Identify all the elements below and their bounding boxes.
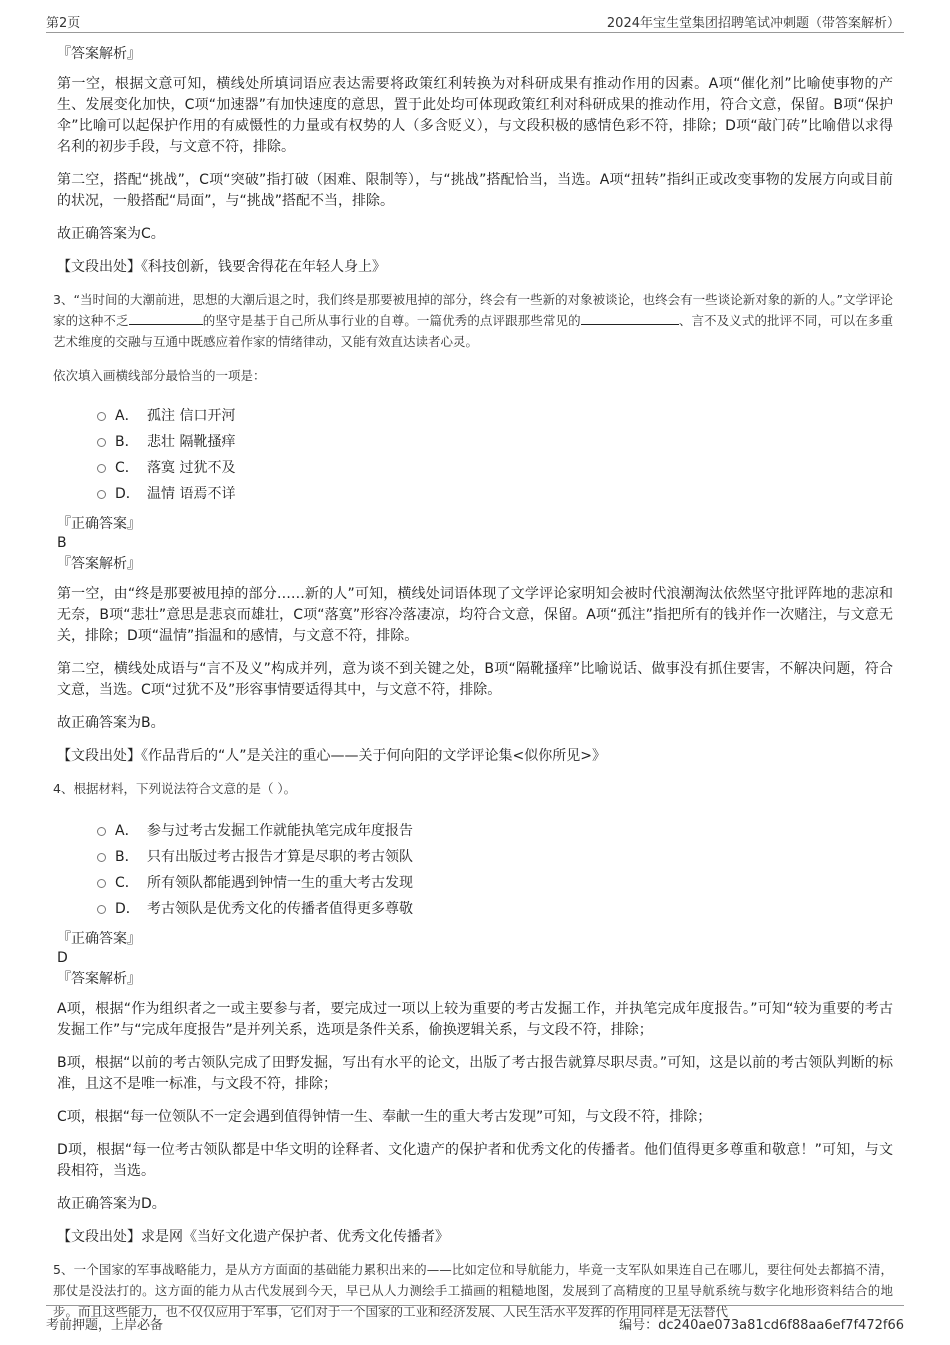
fill-blank-2: [581, 312, 679, 325]
page-header: [46, 10, 904, 33]
question-4: [53, 778, 893, 1247]
source-note: 【文段出处】《作品背后的“人”是关注的重心——关于何向阳的文学评论集<似你所见>》: [57, 748, 606, 764]
page-footer: [46, 1305, 904, 1336]
question-2-tail: [57, 44, 893, 277]
analysis-paragraph: B项，根据“以前的考古领队完成了田野发掘，写出有水平的论文，出版了考古报告就算尽职尽责。”可知，这是以前的考古领队判断的标准，且这不是唯一标准，与文段不符，排除；: [57, 1055, 893, 1092]
option-c[interactable]: C． 所有领队都能遇到钟情一生的重大考古发现: [97, 869, 893, 895]
page-number: 第2页: [46, 16, 81, 31]
option-d[interactable]: D． 考古领队是优秀文化的传播者值得更多尊敬: [97, 895, 893, 921]
option-a[interactable]: A． 孤注 信口开河: [97, 402, 893, 428]
radio-icon[interactable]: [97, 438, 106, 447]
analysis-label: 『答案解析』: [57, 971, 141, 987]
radio-icon[interactable]: [97, 905, 106, 914]
analysis-paragraph: C项，根据“每一位领队不一定会遇到值得钟情一生、奉献一生的重大考古发现”可知，与文段不符，排除；: [57, 1109, 712, 1125]
analysis-paragraph: D项，根据“每一位考古领队都是中华文明的诠释者、文化遗产的保护者和优秀文化的传播者。他们值得更多尊重和敬意！”可知，与文段相符，当选。: [57, 1142, 893, 1179]
analysis-paragraph: 第二空，横线处成语与“言不及义”构成并列，意为谈不到关键之处，B项“隔靴搔痒”比喻说话、做事没有抓住要害，不解决问题，符合文意，当选。C项“过犹不及”形容事情要适得其中，与文意不符，排除。: [57, 661, 893, 698]
source-note: 【文段出处】求是网《当好文化遗产保护者、优秀文化传播者》: [57, 1229, 449, 1245]
option-b[interactable]: B． 只有出版过考古报告才算是尽职的考古领队: [97, 843, 893, 869]
fill-blank-1: [129, 312, 203, 325]
correct-answer-value: B: [57, 535, 67, 551]
analysis-paragraph: 第二空，搭配“挑战”，C项“突破”指打破（困难、限制等），与“挑战”搭配恰当，当选。A项“扭转”指纠正或改变事物的发展方向或目前的状况，一般搭配“局面”，与“挑战”搭配不当，排除。: [57, 172, 893, 209]
option-list: [97, 817, 893, 921]
document-body: [53, 44, 893, 1322]
document-title: 2024年宝生堂集团招聘笔试冲刺题（带答案解析）: [606, 16, 900, 31]
option-list: [97, 402, 893, 506]
document-code: 编号：dc240ae073a81cd6f88aa6ef7f472f66: [619, 1318, 904, 1333]
correct-answer-label: 『正确答案』: [57, 931, 141, 947]
analysis-paragraph: A项，根据“作为组织者之一或主要参与者，要完成过一项以上较为重要的考古发掘工作，并执笔完成年度报告。”可知“较为重要的考古发掘工作”与“完成年度报告”是并列关系，选项是条件关系，偷换逻辑关系，与文段不符，排除；: [57, 1001, 893, 1038]
question-stem: 5、一个国家的军事战略能力，是从方方面面的基础能力累积出来的——比如定位和导航能力，毕竟一支军队如果连自己在哪儿，要往何处去都搞不清，那仗是没法打的。这方面的能力从古代发展到今天，早已从人力测绘手工描画的粗糙地图，发展到了高精度的卫星导航系统与数字化地形资料结合的地步。而且这些能力，也不仅仅应用于军事，它们对于一个国家的工业和经济发展、人民生活水平发挥的作用同样是无法替代: [53, 1262, 893, 1319]
option-a[interactable]: A． 参与过考古发掘工作就能执笔完成年度报告: [97, 817, 893, 843]
radio-icon[interactable]: [97, 412, 106, 421]
option-d[interactable]: D． 温情 语焉不详: [97, 480, 893, 506]
question-stem: 4、根据材料，下列说法符合文意的是（ ）。: [53, 781, 297, 796]
analysis-conclusion: 故正确答案为C。: [57, 226, 165, 242]
analysis-conclusion: 故正确答案为D。: [57, 1196, 166, 1212]
radio-icon[interactable]: [97, 853, 106, 862]
correct-answer-label: 『正确答案』: [57, 516, 141, 532]
correct-answer-value: D: [57, 950, 68, 966]
analysis-label: 『答案解析』: [57, 46, 141, 62]
question-stem: 3、“当时间的大潮前进，思想的大潮后退之时，我们终是那要被甩掉的部分，终会有一些新的对象被谈论，也终会有一些谈论新对象的新的人。”文学评论家的这种不乏 的坚守是基于自己所从事行业的自尊。一篇优秀的点评跟那些常见的 、言不及义式的批评不同，可以在多重艺术维度的交融与互通中既感应着作家的情绪律动，又能有效直达读者心灵。: [53, 292, 893, 349]
source-note: 【文段出处】《科技创新，钱要舍得花在年轻人身上》: [57, 259, 386, 275]
analysis-paragraph: 第一空，根据文意可知，横线处所填词语应表达需要将政策红利转换为对科研成果有推动作用的因素。A项“催化剂”比喻使事物的产生、发展变化加快，C项“加速器”有加快速度的意思，置于此处均可体现政策红利对科研成果的推动作用，符合文意，保留。B项“保护伞”比喻可以起保护作用的有威慑性的力量或有权势的人（多含贬义），与文段积极的感情色彩不符，排除；D项“敲门砖”比喻借以求得名利的初步手段，与文意不符，排除。: [57, 76, 893, 155]
option-b[interactable]: B． 悲壮 隔靴搔痒: [97, 428, 893, 454]
radio-icon[interactable]: [97, 464, 106, 473]
option-c[interactable]: C． 落寞 过犹不及: [97, 454, 893, 480]
footer-slogan: 考前押题，上岸必备: [46, 1318, 164, 1333]
radio-icon[interactable]: [97, 490, 106, 499]
analysis-conclusion: 故正确答案为B。: [57, 715, 165, 731]
radio-icon[interactable]: [97, 827, 106, 836]
radio-icon[interactable]: [97, 879, 106, 888]
question-3: [53, 289, 893, 766]
analysis-paragraph: 第一空，由“终是那要被甩掉的部分……新的人”可知，横线处词语体现了文学评论家明知会被时代浪潮淘汰依然坚守批评阵地的悲凉和无奈，B项“悲壮”意思是悲哀而雄壮，C项“落寞”形容冷落凄凉，均符合文意，保留。A项“孤注”指把所有的钱并作一次赌注，与文意无关，排除；D项“温情”指温和的感情，与文意不符，排除。: [57, 586, 893, 644]
question-prompt: 依次填入画横线部分最恰当的一项是：: [53, 368, 266, 383]
analysis-label: 『答案解析』: [57, 556, 141, 572]
